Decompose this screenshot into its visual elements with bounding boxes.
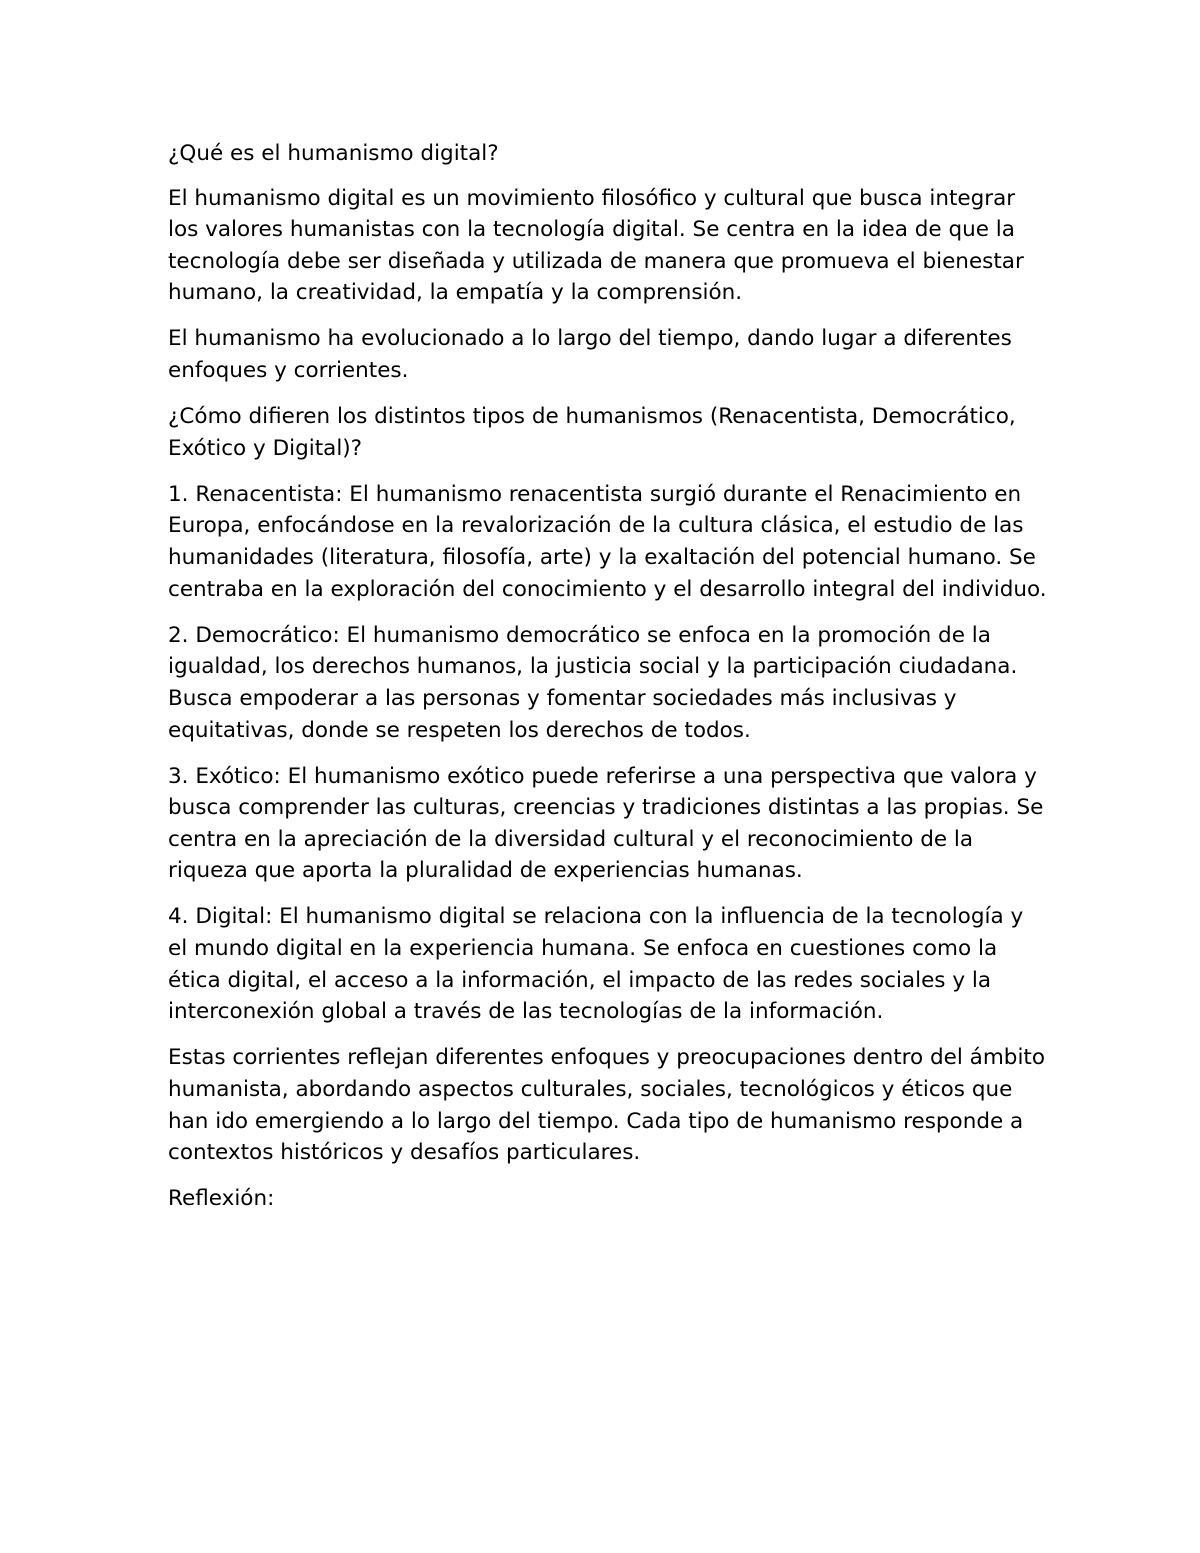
paragraph-evolution: El humanismo ha evolucionado a lo largo del tiempo, dando lugar a diferentes enfoques y corrientes.	[168, 326, 1012, 384]
reflection-heading: Reflexión:	[168, 1186, 275, 1212]
list-item-exotico: 3. Exótico: El humanismo exótico puede referirse a una perspectiva que valora y busca comprender las culturas, creencias y tradiciones distintas a las propias. Se centra en la apreciación de la diversidad cultural y el reconocimiento de la riqueza que aporta la pluralidad de experiencias humanas.	[168, 763, 1044, 884]
question-heading-2: ¿Cómo difieren los distintos tipos de humanismos (Renacentista, Democrático, Exótico y Digital)?	[168, 404, 1016, 461]
list-item-democratico: 2. Democrático: El humanismo democrático se enfoca en la promoción de la igualdad, los derechos humanos, la justicia social y la participación ciudadana. Busca empoderar a las personas y fomentar sociedades más inclusivas y equitativas, donde se respeten los derechos de todos.	[168, 622, 1018, 743]
document-body	[168, 138, 1048, 1229]
list-item-digital: 4. Digital: El humanismo digital se relaciona con la influencia de la tecnología y el mundo digital en la experiencia humana. Se enfoca en cuestiones como la ética digital, el acceso a la información, el impacto de las redes sociales y la interconexión global a través de las tecnologías de la información.	[168, 904, 1024, 1025]
list-item-renacentista: 1. Renacentista: El humanismo renacentista surgió durante el Renacimiento en Europa, enfocándose en la revalorización de la cultura clásica, el estudio de las humanidades (literatura, filosofía, arte) y la exaltación del potencial humano. Se centraba en la exploración del conocimiento y el desarrollo integral del individuo.	[168, 481, 1047, 602]
paragraph-conclusion: Estas corrientes reflejan diferentes enfoques y preocupaciones dentro del ámbito humanista, abordando aspectos culturales, sociales, tecnológicos y éticos que han ido emergiendo a lo largo del tiempo. Cada tipo de humanismo responde a contextos históricos y desafíos particulares.	[168, 1045, 1045, 1166]
question-heading-1: ¿Qué es el humanismo digital?	[168, 141, 499, 166]
paragraph-definition: El humanismo digital es un movimiento filosófico y cultural que busca integrar los valores humanistas con la tecnología digital. Se centra en la idea de que la tecnología debe ser diseñada y utilizada de manera que promueva el bienestar humano, la creatividad, la empatía y la comprensión.	[168, 185, 1024, 306]
